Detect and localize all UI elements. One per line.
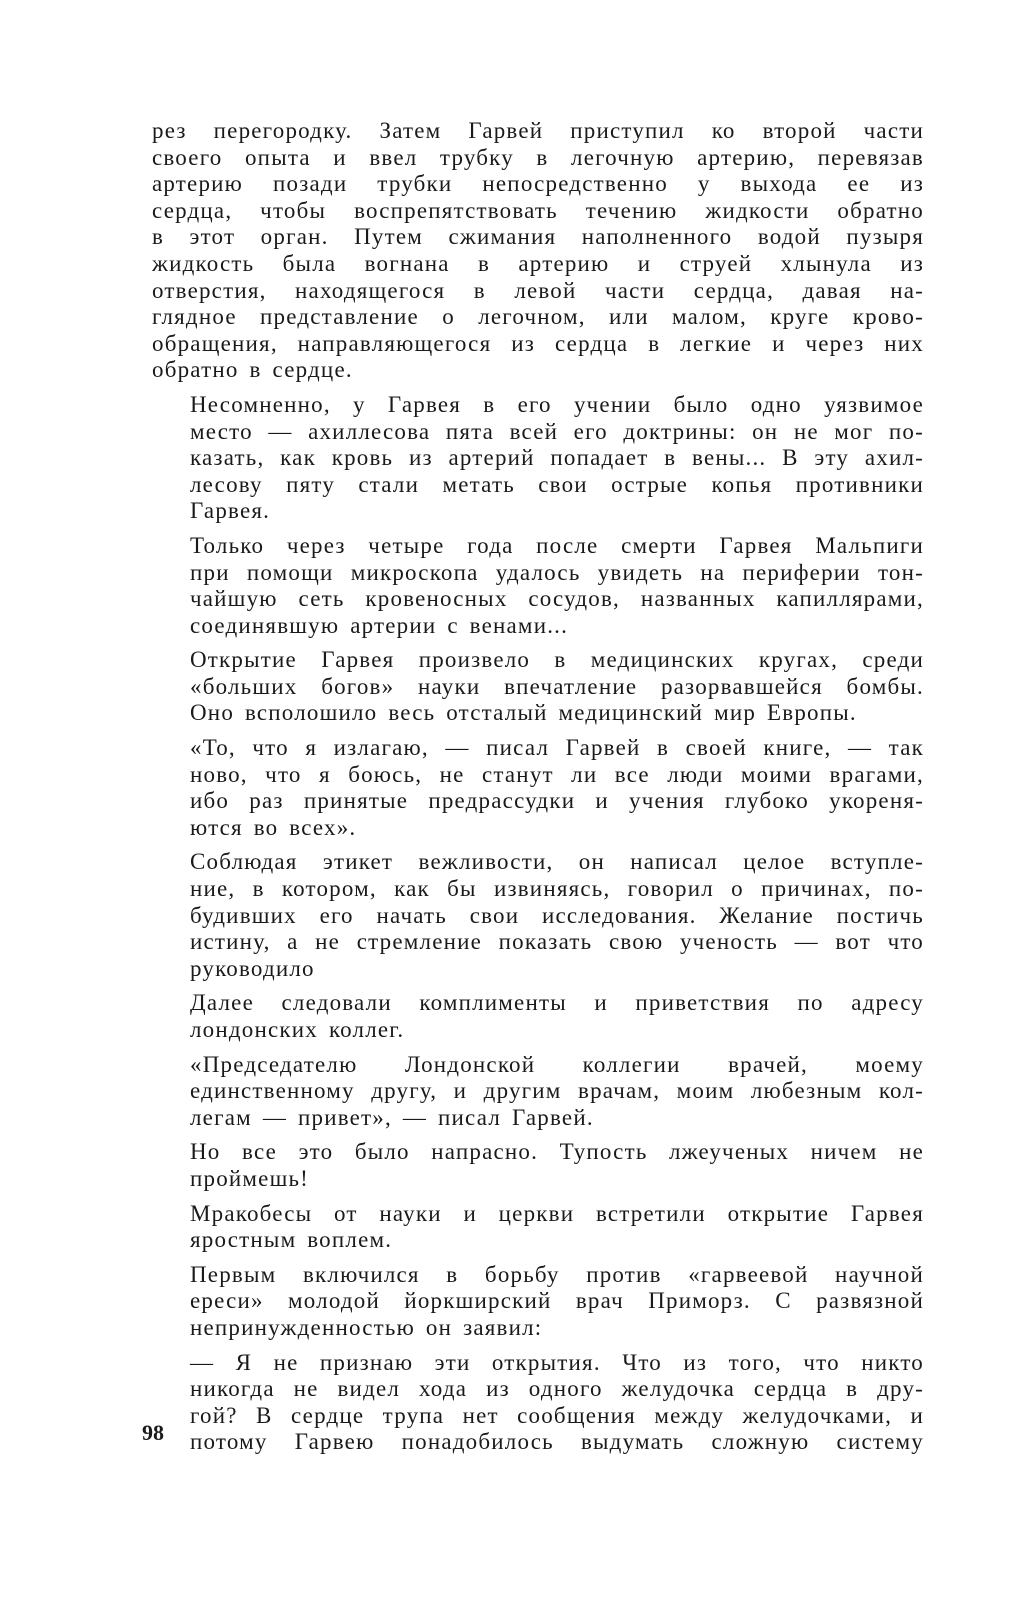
text-line: жидкость была вогнана в артерию и струей хлынула из <box>152 250 924 276</box>
text-line: единственному другу, и другим врачам, моим любезным кол- <box>190 1078 924 1104</box>
paragraph <box>152 735 924 841</box>
text-line: «больших богов» науки впечатление разорвавшейся бомбы. <box>190 673 924 699</box>
text-line: Гарвея. <box>190 498 271 524</box>
text-line: Далее следовали комплименты и приветствия по адресу <box>190 990 924 1016</box>
text-line: Только через четыре года после смерти Гарвея Мальпиги <box>190 532 924 558</box>
text-line: Мракобесы от науки и церкви встретили открытие Гарвея <box>190 1200 924 1226</box>
text-line: обращения, направляющегося из сердца в легкие и через них <box>152 330 924 356</box>
text-line: яростным воплем. <box>190 1227 393 1253</box>
paragraph <box>152 647 924 727</box>
text-line: проймешь! <box>190 1165 310 1191</box>
text-line: своего опыта и ввел трубку в легочную артерию, перевязав <box>152 144 924 170</box>
text-line: лесову пяту стали метать свои острые копья противники <box>190 471 924 497</box>
text-line: — Я не признаю эти открытия. Что из того, что никто <box>190 1349 924 1375</box>
paragraph <box>152 1052 924 1132</box>
paragraph <box>152 392 924 525</box>
text-line: ние, в котором, как бы извиняясь, говорил о причинах, по- <box>190 876 924 902</box>
text-line: Первым включился в борьбу против «гарвеевой научной <box>190 1261 924 1287</box>
paragraph <box>152 1350 924 1456</box>
text-line: Соблюдая этикет вежливости, он написал целое вступле- <box>190 849 924 875</box>
text-line: сердца, чтобы воспрепятствовать течению жидкости обратно <box>152 197 924 223</box>
text-line: чайшую сеть кровеносных сосудов, названных капиллярами, <box>190 586 924 612</box>
text-line: никогда не видел хода из одного желудочка сердца в дру- <box>190 1376 924 1402</box>
text-line: Оно всполошило весь отсталый медицинский мир Европы. <box>190 700 857 726</box>
text-line: будивших его начать свои исследования. Желание постичь <box>190 902 924 928</box>
text-line: «Председателю Лондонской коллегии врачей, моему <box>190 1051 924 1077</box>
page-number: 98 <box>142 1420 164 1445</box>
text-line: Несомненно, у Гарвея в его учении было одно уязвимое <box>190 391 924 417</box>
body-text <box>152 118 924 1456</box>
text-line: отверстия, находящегося в левой части сердца, давая на- <box>152 277 924 303</box>
text-line: непринужденностью он заявил: <box>190 1314 543 1340</box>
text-line: руководило <box>190 955 315 981</box>
text-line: рез перегородку. Затем Гарвей приступил ко второй части <box>152 118 924 143</box>
text-line: соединявшую артерии с венами... <box>190 612 569 638</box>
paragraph <box>152 849 924 982</box>
text-line: обратно в сердце. <box>152 357 353 383</box>
paragraph <box>152 118 924 384</box>
text-line: Но все это было напрасно. Тупость лжеученых ничем не <box>190 1139 924 1165</box>
paragraph <box>152 1201 924 1254</box>
text-line: казать, как кровь из артерий попадает в вены... В эту ахил- <box>190 445 924 471</box>
paragraph <box>152 1139 924 1192</box>
text-line: лондонских коллег. <box>190 1017 405 1042</box>
text-line: ереси» молодой йоркширский врач Приморз. С развязной <box>190 1288 924 1314</box>
paragraph <box>152 1262 924 1342</box>
text-line: при помощи микроскопа удалось увидеть на периферии тон- <box>190 559 924 585</box>
text-line: ибо раз принятые предрассудки и учения глубоко укореня- <box>190 788 924 814</box>
text-line: в этот орган. Путем сжимания наполненного водой пузыря <box>152 224 924 250</box>
text-line: ново, что я боюсь, не станут ли все люди моими врагами, <box>190 761 924 787</box>
text-line: потому Гарвею понадобилось выдумать сложную систему <box>190 1429 924 1455</box>
text-line: Открытие Гарвея произвело в медицинских кругах, среди <box>190 647 924 673</box>
text-line: «То, что я излагаю, — писал Гарвей в своей книге, — так <box>190 735 924 761</box>
text-line: ются во всех». <box>190 814 357 840</box>
paragraph <box>152 990 924 1043</box>
text-line: место — ахиллесова пята всей его доктрины: он не мог по- <box>190 418 924 444</box>
text-line: истину, а не стремление показать свою ученость — вот что <box>190 929 924 955</box>
text-line: глядное представление о легочном, или малом, круге крово- <box>152 304 924 330</box>
text-line: гой? В сердце трупа нет сообщения между желудочками, и <box>190 1402 924 1428</box>
paragraph <box>152 533 924 639</box>
text-line: артерию позади трубки непосредственно у выхода ее из <box>152 171 924 197</box>
text-line: легам — привет», — писал Гарвей. <box>190 1104 594 1130</box>
